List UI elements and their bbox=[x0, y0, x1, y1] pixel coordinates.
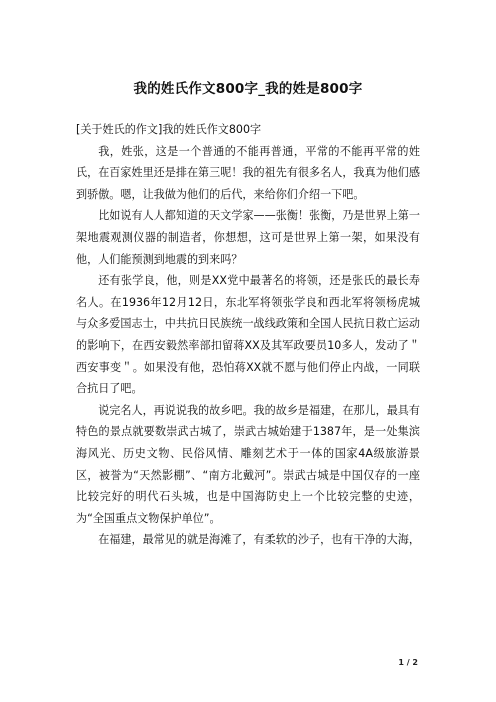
document-body bbox=[76, 119, 420, 551]
paragraph: 比如说有人人都知道的天文学家——张衡！张衡，乃是世界上第一架地震观测仪器的制造者，你想想，这可是世界上第一架，如果没有他，人们能预测到地震的到来吗？ bbox=[76, 209, 420, 266]
paragraph: 还有张学良，他，则是XX党中最著名的将领，还是张氏的最长寿名人。在1936年12月12日，东北军将领张学良和西北军将领杨虎城与众多爱国志士，中共抗日民族统一战线政策和全国人民抗日救亡运动的影响下，在西安毅然率部扣留蒋XX及其军政要员10多人，发动了＂西安事变＂。如果没有他，恐怕蒋XX就不愿与他们停止内战，一同联合抗日了吧。 bbox=[76, 274, 420, 396]
page-number: 1 / 2 bbox=[398, 658, 418, 667]
paragraph: 在福建，最常见的就是海滩了，有柔软的沙子，也有干净的大海， bbox=[98, 533, 420, 547]
paragraph-heading: [关于姓氏的作文]我的姓氏作文800字 bbox=[76, 123, 262, 136]
paragraph: 说完名人，再说说我的故乡吧。我的故乡是福建，在那儿，最具有特色的景点就要数崇武古城了，崇武古城始建于1387年，是一处集滨海风光、历史文物、民俗风情、雕刻艺术于一体的国家4A级旅游景区，被誉为“天然影棚”、“南方北戴河”。崇武古城是中国仅存的一座比较完好的明代石头城，也是中国海防史上一个比较完整的史迹，为“全国重点文物保护单位”。 bbox=[76, 403, 420, 525]
document-title: 我的姓氏作文800字_我的姓是800字 bbox=[133, 81, 363, 97]
paragraph: 我，姓张，这是一个普通的不能再普通，平常的不能再平常的姓氏，在百家姓里还是排在第三呢！我的祖先有很多名人，我真为他们感到骄傲。嗯，让我做为他们的后代，来给你们介绍一下吧。 bbox=[76, 144, 420, 201]
